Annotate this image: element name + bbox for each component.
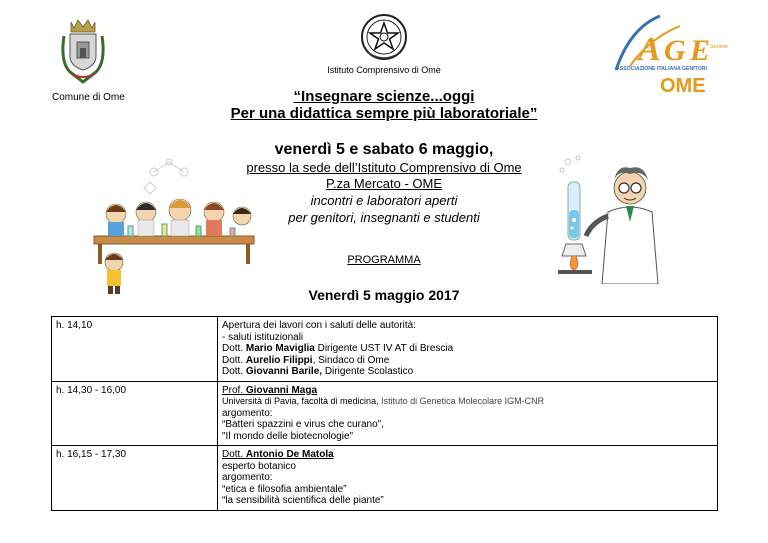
session-cell: [218, 381, 718, 446]
subtitle-line1: incontri e laboratori aperti: [310, 193, 458, 208]
person-role: Dirigente UST IV AT di Brescia: [314, 343, 454, 354]
authority-line: [222, 366, 713, 378]
programma-label: PROGRAMMA: [347, 254, 421, 266]
venue-line2: P.za Mercato - OME: [325, 176, 443, 191]
affiliation-line: [222, 396, 713, 408]
person-name: Mario Maviglia: [245, 343, 315, 354]
subtitle-line2: per genitori, insegnanti e studenti: [288, 210, 480, 225]
speaker-role: esperto botanico: [222, 460, 296, 472]
age-logo: [610, 8, 728, 96]
topic-line: “Batteri spazzini e virus che curano",: [222, 419, 384, 430]
venue-line1: presso la sede dell’Istituto Comprensivo di Ome: [246, 160, 522, 175]
topic-line: “etica e filosofia ambientale”: [222, 483, 347, 495]
session-line: - saluti istituzionali: [222, 331, 304, 343]
person-name: Giovanni Barile,: [245, 366, 323, 377]
time-cell: h. 14,10: [52, 317, 218, 382]
session-line: Apertura dei lavori con i saluti delle autorità:: [222, 320, 416, 331]
person-prefix: Dott.: [222, 366, 246, 377]
speaker-line: [222, 385, 713, 397]
speaker-name: Giovanni Maga: [245, 384, 318, 396]
table-row: [52, 381, 718, 446]
event-title-line2: Per una didattica sempre più laboratoriale”: [230, 105, 538, 122]
svg-text:Sezione: Sezione: [710, 44, 728, 50]
event-dates: venerdì 5 e sabato 6 maggio,: [274, 141, 494, 158]
comune-label: Comune di Ome: [52, 92, 125, 103]
affiliation-university: Università di Pavia, facoltà di medicina,: [222, 396, 379, 406]
person-name: Aurelio Filippi: [245, 354, 313, 366]
kids-lab-illustration: [84, 150, 264, 298]
speaker-line: [222, 449, 713, 461]
speaker-prefix: Dott.: [222, 449, 246, 460]
school-name-small: Istituto Comprensivo di Ome: [327, 65, 441, 75]
session-cell: [218, 446, 718, 511]
topic-line: "Il mondo delle biotecnologie": [222, 430, 354, 442]
republic-emblem-icon: [359, 12, 409, 62]
schedule-table: [51, 316, 718, 511]
svg-text:E: E: [690, 34, 711, 67]
authority-line: [222, 355, 713, 367]
time-cell: h. 14,30 - 16,00: [52, 381, 218, 446]
person-role: , Sindaco di Ome: [312, 354, 390, 366]
person-prefix: Dott.: [222, 343, 246, 354]
svg-text:OME: OME: [660, 75, 706, 96]
topic-line: “la sensibilità scientifica delle piante”: [222, 495, 384, 506]
speaker-name: Antonio De Matola: [245, 449, 334, 460]
table-row: [52, 317, 718, 382]
event-title-line1: “Insegnare scienze...oggi: [293, 88, 475, 105]
affiliation-institute: Istituto di Genetica Molecolare IGM-CNR: [378, 396, 545, 406]
svg-text:G: G: [664, 34, 686, 67]
session-cell: [218, 317, 718, 382]
speaker-prefix: Prof.: [222, 384, 246, 396]
person-role: Dirigente Scolastico: [322, 366, 414, 377]
authority-line: [222, 343, 713, 355]
person-prefix: Dott.: [222, 354, 246, 366]
table-row: [52, 446, 718, 511]
day-heading: Venerdì 5 maggio 2017: [308, 287, 460, 303]
argument-label: argomento:: [222, 472, 273, 483]
time-cell: h. 16,15 - 17,30: [52, 446, 218, 511]
svg-text:ASSOCIAZIONE ITALIANA GENITORI: ASSOCIAZIONE ITALIANA GENITORI: [616, 66, 707, 72]
svg-text:A: A: [638, 31, 661, 68]
argument-label: argomento:: [222, 407, 273, 419]
